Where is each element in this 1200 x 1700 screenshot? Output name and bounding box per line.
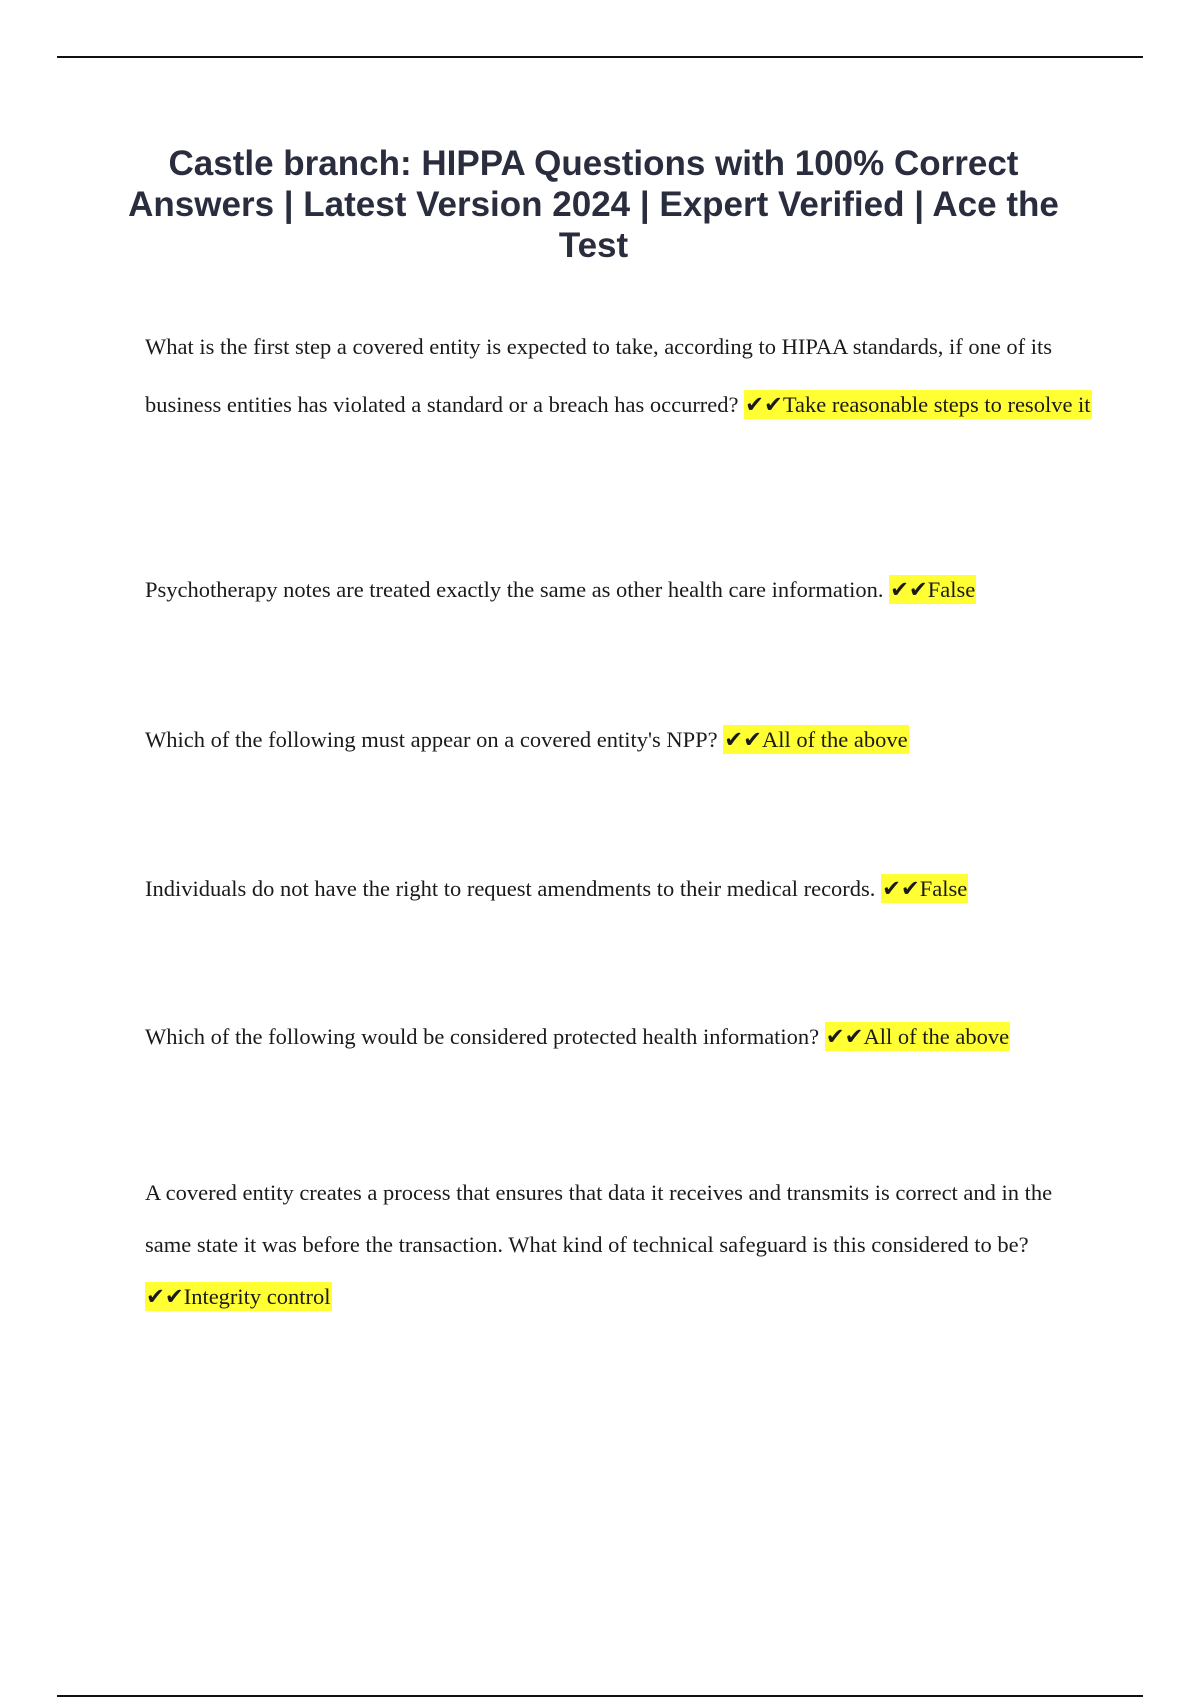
qa-item (145, 1167, 1095, 1323)
qa-item (145, 1017, 1095, 1057)
question-text: Psychotherapy notes are treated exactly the same as other health care information. (145, 577, 884, 602)
question-text: Which of the following must appear on a covered entity's NPP? (145, 727, 718, 752)
answer-highlight: ✔✔False (882, 876, 968, 901)
top-divider (57, 56, 1143, 58)
bottom-divider (57, 1695, 1143, 1697)
document-title: Castle branch: HIPPA Questions with 100% Correct Answers | Latest Version 2024 | Expert Verified | Ace the Test (128, 144, 1059, 265)
qa-item (145, 570, 1095, 610)
answer-highlight: ✔✔All of the above (724, 727, 908, 752)
answer-highlight: ✔✔Take reasonable steps to resolve it (745, 392, 1091, 417)
qa-item (145, 318, 1095, 434)
answer-highlight: ✔✔Integrity control (146, 1284, 331, 1309)
answer-highlight: ✔✔All of the above (825, 1024, 1010, 1049)
question-text: Which of the following would be considered protected health information? (145, 1024, 820, 1049)
question-text: A covered entity creates a process that ensures that data it receives and transmits is correct and in the same state it was before the transaction. What kind of technical safeguard is this considered to be? (145, 1180, 1053, 1257)
question-text: What is the first step a covered entity is expected to take, according to HIPAA standards, if one of its business entities has violated a standard or a breach has occurred? (145, 334, 1053, 417)
question-text: Individuals do not have the right to request amendments to their medical records. (145, 876, 876, 901)
qa-item (145, 720, 1095, 760)
qa-item (145, 869, 1095, 909)
answer-highlight: ✔✔False (890, 577, 976, 602)
